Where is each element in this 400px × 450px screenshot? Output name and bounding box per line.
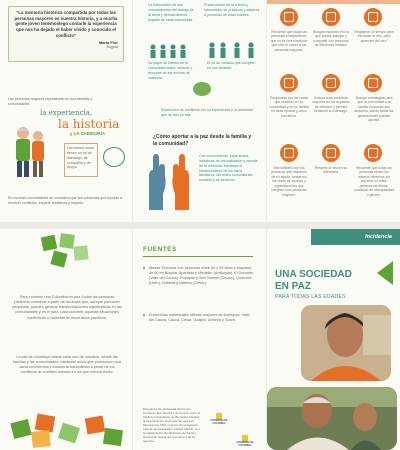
mid-col2-item1 xyxy=(204,3,260,18)
memoria-text: Del mismo modo tienen un rol de liderazgo, de compañía y de apoyo xyxy=(67,146,94,170)
incidencia-tab xyxy=(311,229,400,245)
experiencia-line1: la experiencia, xyxy=(40,109,93,117)
question-heading: ¿Cómo aportar a la paz desde la familia y la comunidad? xyxy=(153,134,252,147)
hands-icon xyxy=(143,150,195,212)
grid-text-2: Busque espacios en los que pueda dialogar y compartir con personas de diferentes edades. xyxy=(313,30,349,48)
quote-text: “La memoria histórica compartida por todas las personas mayores es nuestra historia, y a mucha gente joven tenemoslego contarle la experiencia que nos ha dejado el haber vivido y conocido el conflicto” xyxy=(14,10,118,38)
cover-subtitle: PARA TODAS LAS EDADES xyxy=(275,294,346,300)
grid-text-1: Recuerde que todas las personas envejecemos, que no es una condición que sólo le ocurre a las personas mayores. xyxy=(270,30,308,52)
panel-top-middle xyxy=(133,0,266,222)
elders-icon xyxy=(207,42,259,58)
grid-text-9: Recuerde que todas las personas tienen los mismos derechos sin importar su edad, pertenencia étnica, condición de discapacidad o género. xyxy=(354,166,394,197)
panel-top-right xyxy=(267,0,400,222)
grid-text-8: Respete al otro en su diferencia. xyxy=(314,166,348,175)
logo-right xyxy=(233,435,257,449)
logo-right-text: GOBIERNO DE COLOMBIA xyxy=(236,441,254,447)
grid-icon-9 xyxy=(364,144,382,162)
logo-left xyxy=(207,413,231,427)
experiencia-line2: la historia xyxy=(58,117,120,131)
panel-bottom-right xyxy=(267,229,400,450)
panel-bottom-left xyxy=(0,229,132,450)
incidencia-label: Incidencia xyxy=(365,234,392,240)
people-group-icon xyxy=(147,44,195,58)
back-text-p1-content: Para construir una Colombia en paz, todas las personas podemos contribuir a partir de acciones que, aunque parezcan pequeñas, pueden generar transformaciones significativas en las comunidades y en el país, para convertir aquellas situaciones conflictivas o violentas en escenarios pacíficos. xyxy=(12,295,122,320)
grid-text-4: Pregúntese por las cosas que suceden en su comunidad y en su familia en otras épocas y cómo son ahora. xyxy=(269,96,309,118)
fuentes-item2 xyxy=(143,313,255,323)
credits-text: Esta pieza fue elaborada dentro del Convenio 101 del 2017 (s) suscrito entre el Instituto Colombiano de Bienestar Familiar, la Organización Internacional para las Migraciones OIM, el apoyo de la Agencia Interna de los Estados Unidos USAID, con la participación del Ministerio de Salud y Protección Social del Convenio 1 de la agencia. xyxy=(143,407,201,444)
green-arrow-icon xyxy=(377,261,393,285)
mid-col2-item1-text: Preservación de la cultura y transmisión de prácticas y saberes a personas de otras edades. xyxy=(204,3,260,17)
logo-left-text: GOBIERNO DE COLOMBIA xyxy=(210,419,228,425)
grid-text-7: Sea solidario con las personas que requieren de su ayuda, fortalezca las redes de vecinos y organizaciones que integran a las personas mayores. xyxy=(271,166,307,197)
grid-icon-6 xyxy=(364,74,382,92)
experiencia-heading xyxy=(40,109,132,136)
quote-author: María Flor xyxy=(98,39,118,45)
fuentes-title: FUENTES xyxy=(143,246,177,253)
memoria-box xyxy=(64,143,98,177)
fuentes-bullet-2 xyxy=(143,314,145,316)
quote-place: Bogotá xyxy=(106,44,118,49)
fuentes-item1-text: Mesas Técnicas con personas entre 40 y 59 años y mayores de 60 en Bogotá, Apartadó y Medellín (Antioquia), El Doncello (Valle del Cauca), Popayán y San Vicente (Cauca), Quinchía (Urén), Uribeira y Uberluc (Cesar). xyxy=(149,266,254,286)
cover-photo-woman xyxy=(301,305,391,381)
back-text-p2-content: La paz se construye desde cada uno de nosotros, desde las familias y las comunidades, mediante actos que promueven una sana convivencia y buscan la tranquilidad a pesar de los conflictos de conflicto armado en los que hemos vivido. xyxy=(12,355,122,375)
mid-col1-item1-text: La transmisión de sus conocimientos del trabajo de la tierra y demás labores propias de cada comunidad. xyxy=(148,3,194,22)
mid-col1-item1 xyxy=(143,3,197,22)
grid-icon-1 xyxy=(280,8,298,26)
left-footer-text: En muchas comunidades se considera que son personas que ayudan a resolver conflictos, impartir confianza y respeto. xyxy=(8,196,123,205)
mid-col2-item2: El rol de cuidado que cumplen en sus familias. xyxy=(207,61,256,70)
mid-item3: Resolución de conflictos por su experiencia y la autoridad que se dan en ella. xyxy=(161,108,253,117)
fuentes-bullet-1 xyxy=(143,267,145,269)
experiencia-line3: y LA SABIDURÍA xyxy=(70,131,105,136)
puzzle-pile-illustration xyxy=(8,409,128,449)
panel-top-left xyxy=(0,0,132,222)
grid-icon-8 xyxy=(322,144,340,162)
right-header-bar xyxy=(267,0,400,4)
cover-title-line2: EN PAZ xyxy=(275,281,311,292)
back-text-p1 xyxy=(12,295,122,321)
back-text-p2 xyxy=(12,355,122,376)
speech-bubble-icon xyxy=(103,147,125,167)
left-intro: Las personas mayores representan en sus familias y comunidades xyxy=(8,97,93,106)
grid-text-5: Incluya a las personas mayores en los espacios de decisión y permita fortalecer su liderazgo. xyxy=(312,96,350,114)
grid-icon-7 xyxy=(280,144,298,162)
grid-icon-4 xyxy=(280,74,298,92)
grid-icon-5 xyxy=(322,74,340,92)
cover-photo-man xyxy=(267,387,397,450)
fuentes-item2-text: Entrevistas individuales últimas mayores de Antioquia, Valle del Cauca, Cauca, Cesar, Guajira, Uribeira y Sucre. xyxy=(149,313,250,323)
fuentes-item1 xyxy=(143,266,255,287)
cover-title-line1: UNA SOCIEDAD xyxy=(275,269,352,280)
grid-text-6: Busque estrategias para que la comunidad y la familia conozcan sus acciones, donde todas las generaciones puedan aportar. xyxy=(354,96,394,123)
panel-bottom-middle xyxy=(133,229,266,450)
fuentes-rule xyxy=(143,256,253,257)
puzzle-icon xyxy=(40,232,92,272)
elderly-couple-illustration xyxy=(10,125,50,180)
mid-lower-text: Con conocimiento, experiencia, iniciativas de reconciliación y rescate de la memoria. Mediante el fortalecimiento de los lazos familiares, las redes comunitarias, sociales y de servicios. xyxy=(199,154,258,183)
quote-box xyxy=(8,6,124,62)
grid-icon-2 xyxy=(322,8,340,26)
grid-icon-3 xyxy=(364,8,382,26)
hands-group-icon xyxy=(193,82,211,96)
mid-col1-item2: Su papel de líderes en la comunidad antes, durante y después de los hechos de violencia. xyxy=(148,61,193,80)
grid-text-3: Regalarse un tiempo para escuchar al otro, para aprender del otro. xyxy=(354,30,394,43)
